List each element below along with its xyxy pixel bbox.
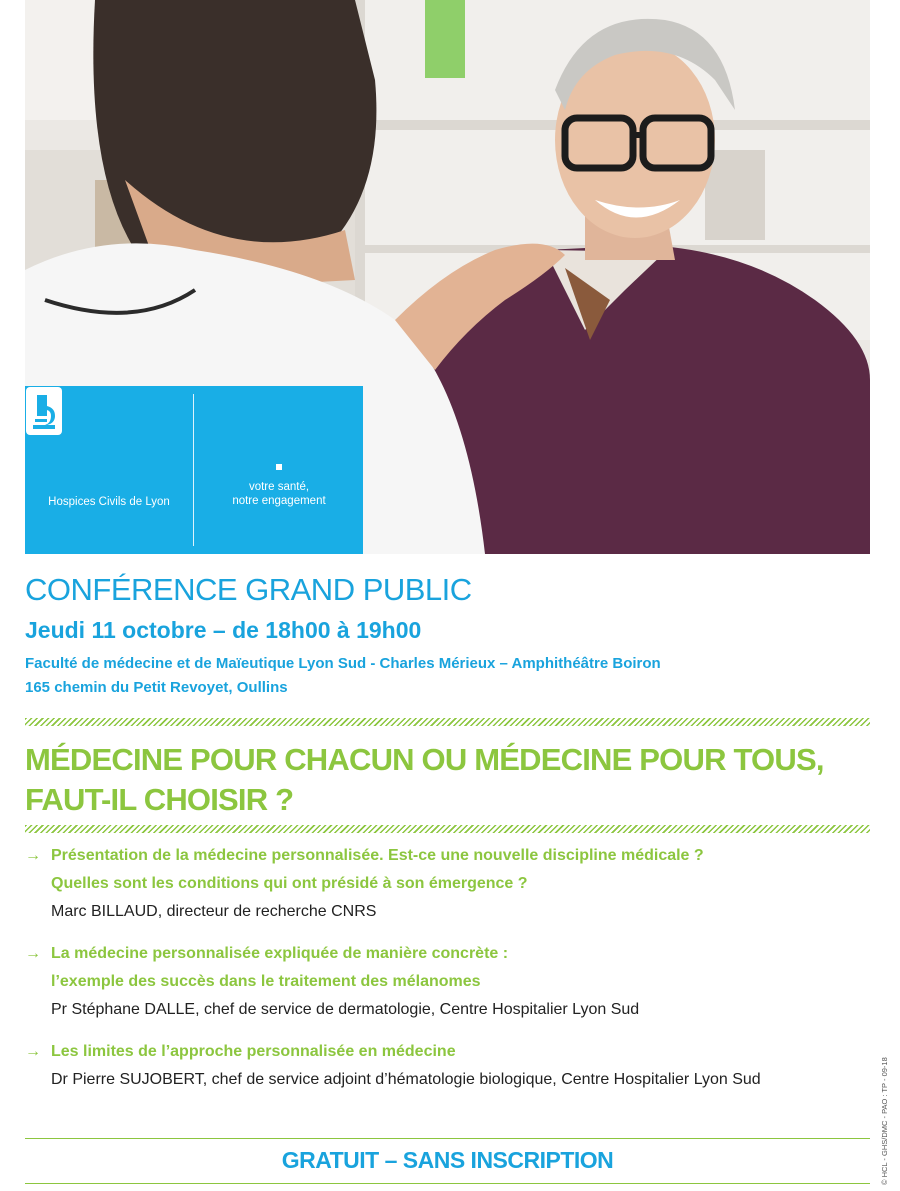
arrow-right-icon: →: [25, 847, 41, 864]
talk-speaker: Marc BILLAUD, directeur de recherche CNRS: [51, 903, 377, 920]
talk-title-line1: Les limites de l’approche personnalisée en médecine: [51, 1043, 456, 1060]
main-title-line2: FAUT-IL CHOISIR ?: [25, 782, 294, 817]
talk-title-line2: l’exemple des succès dans le traitement des mélanomes: [51, 973, 481, 990]
footer-line-top: [25, 1138, 870, 1139]
free-admission-banner: GRATUIT – SANS INSCRIPTION: [281, 1147, 614, 1173]
arrow-right-icon: →: [25, 1043, 41, 1060]
footer-line-bottom: [25, 1183, 870, 1184]
conference-title: CONFÉRENCE GRAND PUBLIC: [25, 572, 472, 607]
conference-address: 165 chemin du Petit Revoyet, Oullins: [25, 679, 288, 696]
talk-speaker: Dr Pierre SUJOBERT, chef de service adjoint d’hématologie biologique, Centre Hospitalier Lyon Sud: [51, 1071, 761, 1088]
talk-item: [25, 940, 875, 1024]
talk-list: [25, 842, 875, 1108]
hatch-divider-top: [25, 718, 870, 726]
talk-title-line2: Quelles sont les conditions qui ont présidé à son émergence ?: [51, 875, 528, 892]
arrow-right-icon: →: [25, 945, 41, 962]
talk-title-line1: Présentation de la médecine personnalisée. Est-ce une nouvelle discipline médicale ?: [51, 847, 704, 864]
talk-item: [25, 1038, 875, 1094]
main-title: [25, 740, 875, 820]
talk-item: [25, 842, 875, 926]
talk-title-line1: La médecine personnalisée expliquée de manière concrète :: [51, 945, 509, 962]
slogan: [195, 480, 363, 508]
conference-date: Jeudi 11 octobre – de 18h00 à 19h00: [25, 617, 422, 643]
conference-venue-block: [25, 652, 661, 700]
organization-name: Hospices Civils de Lyon: [48, 496, 170, 508]
slogan-dot: [276, 464, 282, 470]
conference-venue: Faculté de médecine et de Maïeutique Lyon Sud - Charles Mérieux – Amphithéâtre Boiron: [25, 655, 661, 672]
hatch-divider-bottom: [25, 825, 870, 833]
slogan-line1: votre santé,: [248, 481, 310, 493]
main-title-line1: MÉDECINE POUR CHACUN OU MÉDECINE POUR TOUS,: [25, 742, 824, 777]
hero-photo: [25, 0, 870, 554]
logo-divider: [193, 394, 194, 546]
slogan-line2: notre engagement: [232, 495, 326, 507]
microscope-icon: [25, 386, 63, 436]
talk-speaker: Pr Stéphane DALLE, chef de service de dermatologie, Centre Hospitalier Lyon Sud: [51, 1001, 640, 1018]
hcl-logo-block: [25, 386, 363, 554]
print-credit: © HCL - GHS/DMC - PAO : TP - 09-18: [880, 1057, 889, 1185]
